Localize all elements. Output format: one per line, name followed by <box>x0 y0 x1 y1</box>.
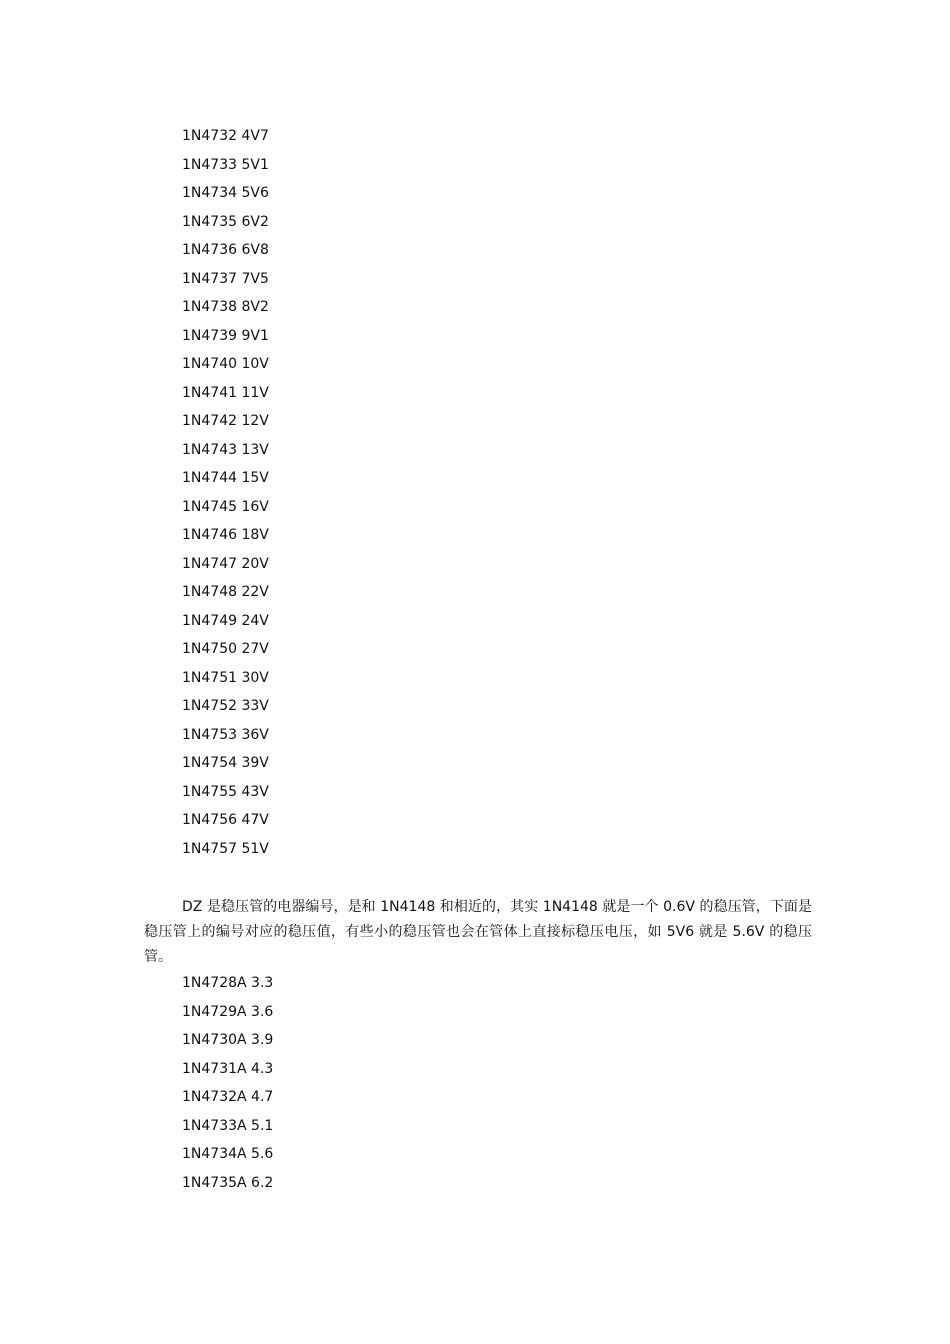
list-item: 1N4734 5V6 <box>182 185 269 201</box>
list-item: 1N4734A 5.6 <box>182 1146 274 1162</box>
list-item: 1N4741 11V <box>182 384 269 401</box>
list-item: 1N4739 9V1 <box>182 327 269 344</box>
list-item: 1N4744 15V <box>182 470 269 486</box>
list-item: 1N4737 7V5 <box>182 270 269 287</box>
list-item: 1N4746 18V <box>182 527 269 543</box>
list-item: 1N4733 5V1 <box>182 156 269 173</box>
list-item: 1N4757 51V <box>182 840 269 857</box>
list-item: 1N4748 22V <box>182 584 269 600</box>
list-item: 1N4754 39V <box>182 755 269 771</box>
list-item: 1N4743 13V <box>182 441 269 458</box>
list-item: 1N4747 20V <box>182 555 269 572</box>
list-item: 1N4735 6V2 <box>182 213 269 230</box>
list-item: 1N4751 30V <box>182 669 269 686</box>
list-item: 1N4732A 4.7 <box>182 1089 274 1105</box>
list-item: 1N4756 47V <box>182 812 269 828</box>
zener-value-list <box>182 973 273 1201</box>
list-item: 1N4750 27V <box>182 641 269 657</box>
list-item: 1N4733A 5.1 <box>182 1117 274 1134</box>
list-item: 1N4738 8V2 <box>182 299 269 315</box>
list-item: 1N4740 10V <box>182 356 269 372</box>
explanation-paragraph: DZ 是稳压管的电器编号，是和 1N4148 和相近的，其实 1N4148 就是一个 0.6V 的稳压管，下面是稳压管上的编号对应的稳压值，有些小的稳压管也会在管体上直接标稳压电压，如 5V6 就是 5.6V 的稳压管。 <box>144 899 812 965</box>
list-item: 1N4728A 3.3 <box>182 975 274 991</box>
list-item: 1N4732 4V7 <box>182 128 269 144</box>
list-item: 1N4749 24V <box>182 612 269 629</box>
list-item: 1N4735A 6.2 <box>182 1174 274 1191</box>
list-item: 1N4753 36V <box>182 726 269 743</box>
list-item: 1N4742 12V <box>182 413 269 429</box>
list-item: 1N4745 16V <box>182 498 269 515</box>
list-item: 1N4729A 3.6 <box>182 1003 274 1020</box>
list-item: 1N4755 43V <box>182 783 269 800</box>
zener-code-list <box>182 126 269 867</box>
list-item: 1N4752 33V <box>182 698 269 714</box>
list-item: 1N4736 6V8 <box>182 242 269 258</box>
list-item: 1N4730A 3.9 <box>182 1032 274 1048</box>
list-item: 1N4731A 4.3 <box>182 1060 274 1077</box>
